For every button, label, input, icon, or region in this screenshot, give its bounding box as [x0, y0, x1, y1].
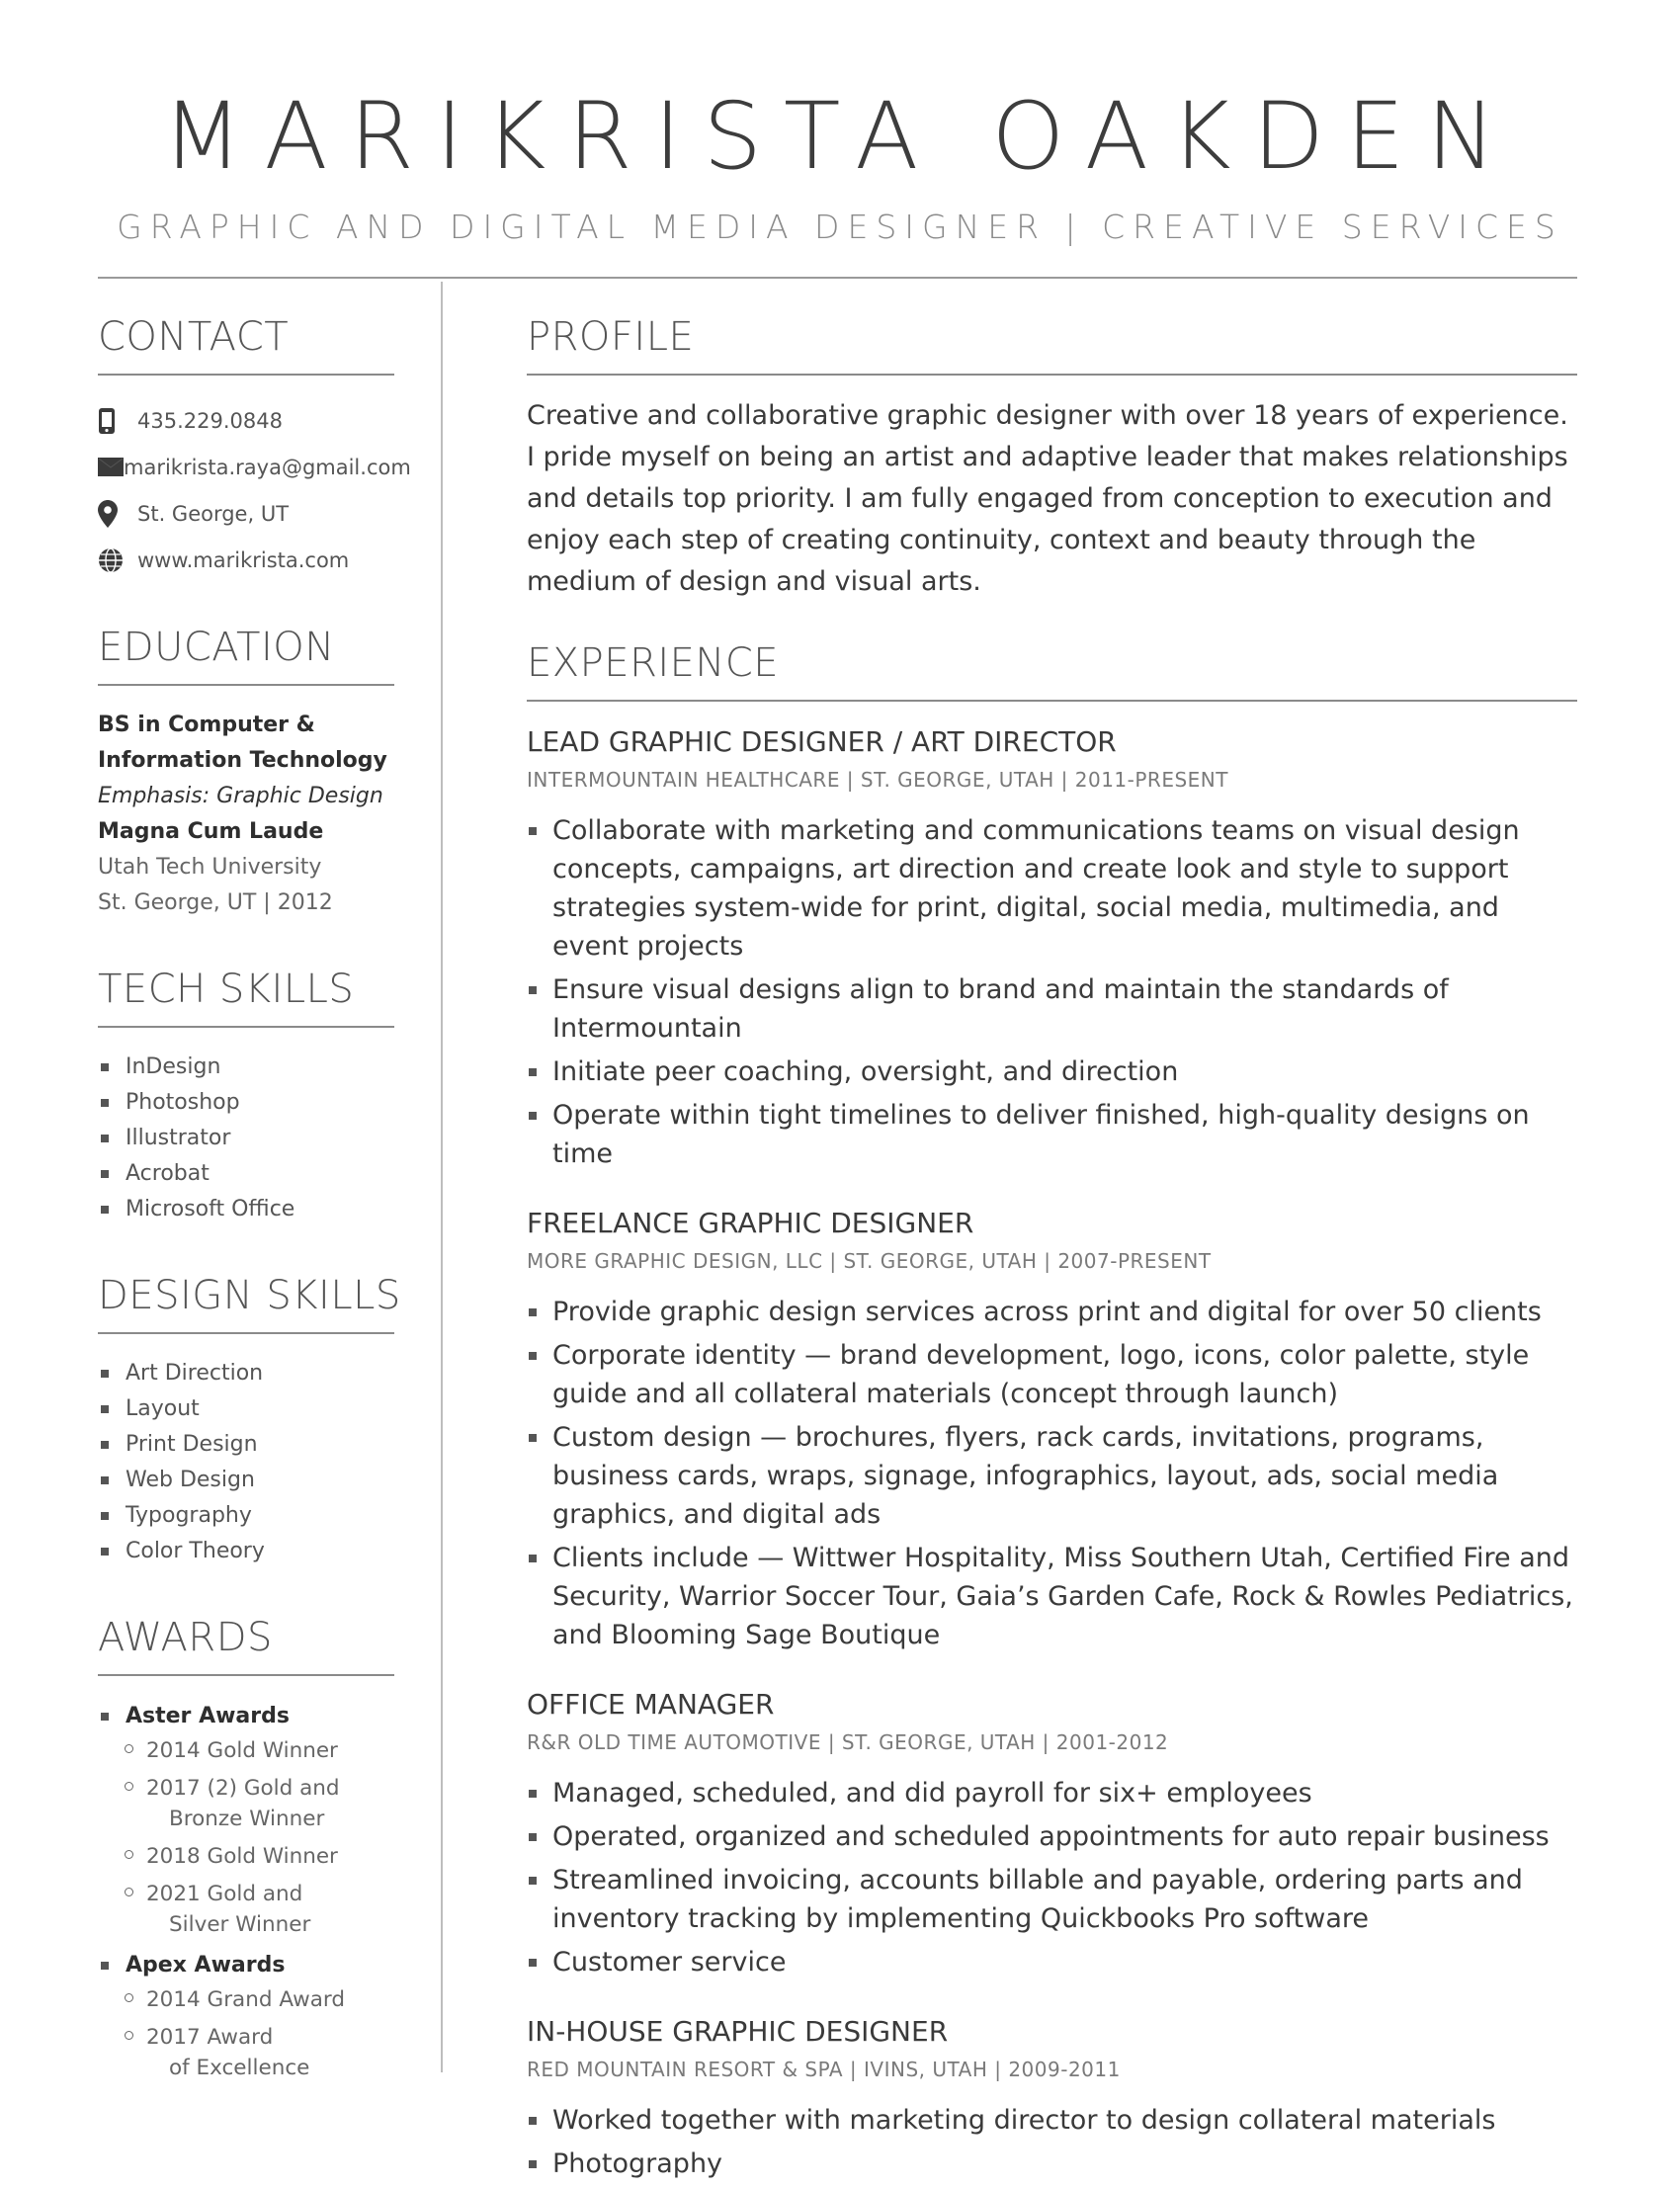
job-title: FREELANCE GRAPHIC DESIGNER	[527, 1207, 974, 1239]
bullet-icon	[529, 1068, 537, 1076]
job-bullets	[527, 1293, 1577, 1654]
design-skills-heading: DESIGN SKILLS	[98, 1273, 394, 1334]
contact-list	[98, 397, 411, 583]
list-item: Corporate identity — brand development, logo, icons, color palette, style guide and all collateral materials (concept through launch)	[527, 1336, 1577, 1413]
bullet-icon	[529, 2117, 537, 2125]
job-title: IN-HOUSE GRAPHIC DESIGNER	[527, 2015, 949, 2048]
list-item: Layout	[98, 1391, 394, 1427]
list-item: 2014 Gold Winner	[101, 1735, 394, 1766]
contact-website-text[interactable]: www.marikrista.com	[137, 547, 350, 572]
tech-skills-heading: TECH SKILLS	[98, 967, 394, 1028]
degree-emphasis: Emphasis: Graphic Design	[98, 784, 383, 808]
list-item: Streamlined invoicing, accounts billable and payable, ordering parts and inventory tracking by implementing Quickbooks Pro software	[527, 1861, 1577, 1938]
column-divider	[441, 282, 443, 2072]
awards-heading: AWARDS	[98, 1615, 394, 1676]
list-item: Managed, scheduled, and did payroll for six+ employees	[527, 1774, 1577, 1812]
bullet-icon	[101, 1441, 109, 1449]
list-item: Customer service	[527, 1943, 1577, 1981]
awards-list	[98, 1698, 394, 2083]
list-item: Web Design	[98, 1463, 394, 1498]
profile-heading: PROFILE	[527, 314, 1577, 376]
award-group-title: Apex Awards	[98, 1947, 394, 1984]
profile-text: Creative and collaborative graphic designer with over 18 years of experience. I pride myself on being an artist and adaptive leader that makes relationships and details top priority. I am fully engaged from conception to execution and enjoy each step of creating continuity, context and beauty through the medium of design and visual arts.	[527, 400, 1568, 597]
bullet-icon	[101, 1476, 109, 1484]
contact-location	[98, 490, 394, 537]
bullet-icon	[529, 1112, 537, 1120]
bullet-icon	[529, 1352, 537, 1360]
job-bullets	[527, 2101, 1577, 2183]
main-column	[527, 314, 1577, 2188]
degree-line-1: BS in Computer &	[98, 713, 315, 737]
globe-icon	[98, 547, 137, 573]
bullet-icon	[101, 1170, 109, 1178]
bullet-icon	[529, 1555, 537, 1562]
job-title: LEAD GRAPHIC DESIGNER / ART DIRECTOR	[527, 725, 1117, 758]
list-item: Color Theory	[98, 1534, 394, 1569]
header-divider	[98, 277, 1577, 279]
contact-phone-text: 435.229.0848	[137, 408, 283, 433]
list-item: Initiate peer coaching, oversight, and direction	[527, 1052, 1577, 1091]
circle-bullet-icon	[125, 2031, 133, 2040]
contact-phone	[98, 397, 394, 444]
contact-heading: CONTACT	[98, 314, 394, 376]
bullet-icon	[101, 1206, 109, 1214]
circle-bullet-icon	[125, 1782, 133, 1791]
resume-subtitle: GRAPHIC AND DIGITAL MEDIA DESIGNER | CREATIVE SERVICES	[117, 208, 1563, 246]
education-block	[98, 708, 394, 921]
list-item: Print Design	[98, 1427, 394, 1463]
list-item: InDesign	[98, 1050, 394, 1085]
sidebar	[98, 314, 411, 2090]
bullet-icon	[101, 1548, 109, 1556]
list-item: Typography	[98, 1498, 394, 1534]
bullet-icon	[529, 2160, 537, 2168]
job-bullets	[527, 1774, 1577, 1981]
school-place-year: St. George, UT | 2012	[98, 890, 333, 915]
list-item: 2018 Gold Winner	[101, 1841, 394, 1872]
list-item: Microsoft Office	[98, 1192, 394, 1227]
bullet-icon	[101, 1099, 109, 1107]
job-entry	[527, 2015, 1577, 2183]
list-item: Operated, organized and scheduled appointments for auto repair business	[527, 1817, 1577, 1856]
bullet-icon	[101, 1135, 109, 1142]
list-item: Acrobat	[98, 1156, 394, 1192]
contact-email	[98, 444, 411, 490]
list-item: Custom design — brochures, flyers, rack cards, invitations, programs, business cards, wraps, signage, infographics, layout, ads, social media graphics, and digital ads	[527, 1418, 1577, 1534]
job-meta: MORE GRAPHIC DESIGN, LLC | ST. GEORGE, UTAH | 2007-PRESENT	[527, 1249, 1212, 1273]
education-heading: EDUCATION	[98, 625, 394, 686]
design-skills-list	[98, 1356, 394, 1569]
circle-bullet-icon	[125, 1850, 133, 1859]
map-pin-icon	[98, 500, 137, 528]
list-item: Illustrator	[98, 1121, 394, 1156]
tech-skills-list	[98, 1050, 394, 1227]
bullet-icon	[529, 986, 537, 994]
bullet-icon	[529, 1833, 537, 1841]
list-item: Ensure visual designs align to brand and maintain the standards of Intermountain	[527, 970, 1577, 1048]
bullet-icon	[101, 1063, 109, 1071]
bullet-icon	[101, 1405, 109, 1413]
bullet-icon	[529, 827, 537, 835]
phone-icon	[98, 407, 137, 435]
contact-email-text[interactable]: marikrista.raya@gmail.com	[124, 455, 411, 479]
bullet-icon	[101, 1962, 109, 1970]
list-item: Photography	[527, 2145, 1577, 2183]
list-item: 2014 Grand Award	[101, 1984, 394, 2015]
bullet-icon	[101, 1512, 109, 1520]
job-meta: RED MOUNTAIN RESORT & SPA | IVINS, UTAH | 2009-2011	[527, 2058, 1121, 2081]
bullet-icon	[101, 1713, 109, 1721]
job-bullets	[527, 811, 1577, 1173]
job-title: OFFICE MANAGER	[527, 1688, 775, 1721]
job-entry	[527, 725, 1577, 1173]
bullet-icon	[529, 1434, 537, 1442]
job-entry	[527, 1207, 1577, 1654]
circle-bullet-icon	[125, 1888, 133, 1896]
job-entry	[527, 1688, 1577, 1981]
contact-website	[98, 537, 394, 583]
list-item: Clients include — Wittwer Hospitality, Miss Southern Utah, Certified Fire and Security, Warrior Soccer Tour, Gaia’s Garden Cafe, Rock & Rowles Pediatrics, and Blooming Sage Boutique	[527, 1539, 1577, 1654]
list-item: 2017 (2) Gold and Bronze Winner	[101, 1773, 394, 1834]
award-group-title: Aster Awards	[98, 1698, 394, 1735]
list-item: 2017 Award of Excellence	[101, 2022, 394, 2083]
contact-location-text: St. George, UT	[137, 501, 290, 526]
list-item: Operate within tight timelines to deliver finished, high-quality designs on time	[527, 1096, 1577, 1173]
bullet-icon	[529, 1959, 537, 1967]
job-meta: INTERMOUNTAIN HEALTHCARE | ST. GEORGE, UTAH | 2011-PRESENT	[527, 768, 1228, 792]
bullet-icon	[529, 1877, 537, 1885]
bullet-icon	[529, 1308, 537, 1316]
list-item: Provide graphic design services across print and digital for over 50 clients	[527, 1293, 1577, 1331]
list-item: Worked together with marketing director to design collateral materials	[527, 2101, 1577, 2140]
list-item: Art Direction	[98, 1356, 394, 1391]
degree-line-2: Information Technology	[98, 748, 387, 773]
bullet-icon	[529, 1790, 537, 1798]
circle-bullet-icon	[125, 1993, 133, 2002]
list-item: Collaborate with marketing and communications teams on visual design concepts, campaigns, art direction and create look and style to support strategies system-wide for print, digital, social media, multimedia, and event projects	[527, 811, 1577, 966]
job-meta: R&R OLD TIME AUTOMOTIVE | ST. GEORGE, UTAH | 2001-2012	[527, 1730, 1169, 1754]
bullet-icon	[101, 1370, 109, 1378]
resume-name: MARIKRISTA OAKDEN	[162, 83, 1518, 191]
list-item: Photoshop	[98, 1085, 394, 1121]
envelope-icon	[98, 458, 124, 476]
list-item: 2021 Gold and Silver Winner	[101, 1879, 394, 1940]
circle-bullet-icon	[125, 1744, 133, 1753]
experience-heading: EXPERIENCE	[527, 640, 1577, 702]
degree-honors: Magna Cum Laude	[98, 819, 324, 844]
school-name: Utah Tech University	[98, 855, 322, 880]
